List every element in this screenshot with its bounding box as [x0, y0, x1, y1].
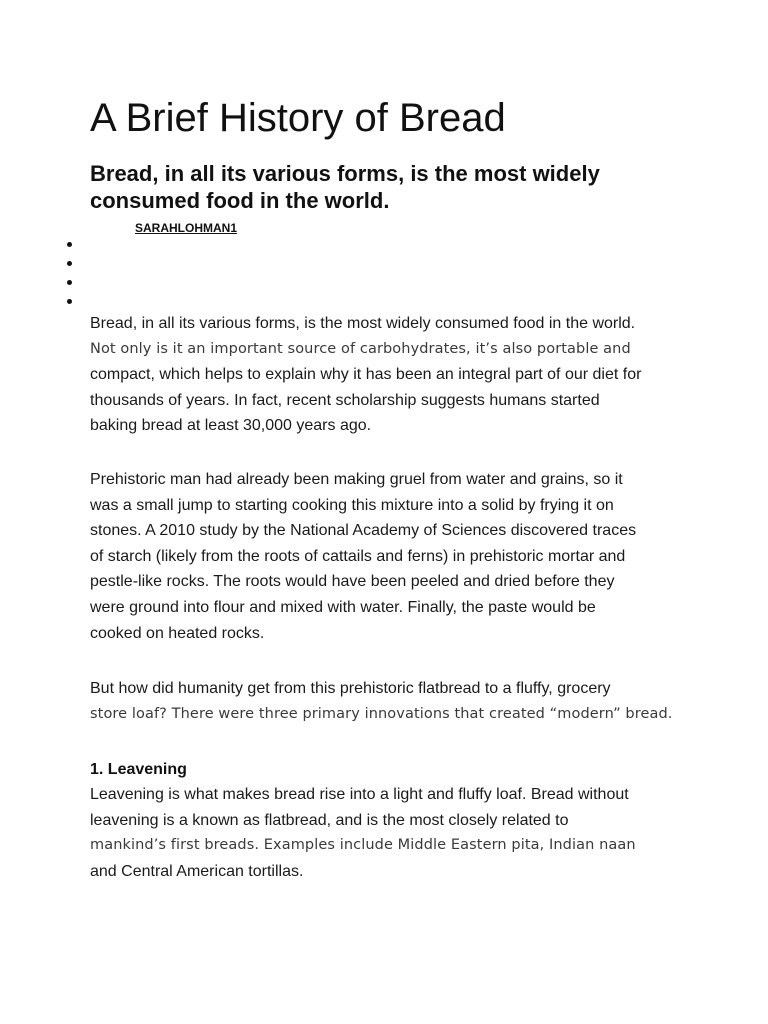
paragraph-line: was a small jump to starting cooking this mixture into a solid by frying it on: [90, 496, 614, 514]
paragraph-line: of starch (likely from the roots of cattails and ferns) in prehistoric mortar and: [90, 547, 626, 565]
article-title: A Brief History of Bread: [90, 96, 506, 140]
paragraph-line: compact, which helps to explain why it has been an integral part of our diet for: [90, 366, 642, 384]
paragraph-line: were ground into flour and mixed with water. Finally, the paste would be: [90, 598, 596, 616]
paragraph-line: leavening is a known as flatbread, and is the most closely related to: [90, 811, 569, 829]
article-subtitle: Bread, in all its various forms, is the most widely consumed food in the world.: [90, 161, 600, 213]
paragraph-line: Leavening is what makes bread rise into a light and fluffy loaf. Bread without: [90, 786, 629, 803]
paragraph-line: and Central American tortillas.: [90, 862, 304, 880]
paragraph-line: But how did humanity get from this prehistoric flatbread to a fluffy, grocery: [90, 680, 611, 697]
paragraph-line: stones. A 2010 study by the National Academy of Sciences discovered traces: [90, 522, 637, 540]
section-heading-leavening: 1. Leavening: [90, 761, 187, 778]
author-link[interactable]: SARAHLOHMAN1: [135, 221, 237, 235]
paragraph-line: pestle-like rocks. The roots would have been peeled and dried before they: [90, 573, 615, 591]
paragraph-line: Bread, in all its various forms, is the most widely consumed food in the world.: [90, 315, 636, 332]
paragraph-leavening: [90, 782, 690, 884]
paragraph-line: Prehistoric man had already been making gruel from water and grains, so it: [90, 471, 623, 488]
paragraph-intro: [90, 311, 690, 439]
paragraph-innovations: [90, 676, 690, 727]
paragraph-line: cooked on heated rocks.: [90, 624, 265, 642]
paragraph-line: mankind’s first breads. Examples include Middle Eastern pita, Indian naan: [90, 837, 636, 854]
paragraph-line: thousands of years. In fact, recent scholarship suggests humans started: [90, 391, 600, 409]
paragraph-line: store loaf? There were three primary innovations that created “modern” bread.: [90, 705, 673, 722]
paragraph-line: Not only is it an important source of carbohydrates, it’s also portable and: [90, 340, 631, 357]
paragraph-line: baking bread at least 30,000 years ago.: [90, 417, 372, 435]
paragraph-prehistoric: [90, 467, 690, 646]
